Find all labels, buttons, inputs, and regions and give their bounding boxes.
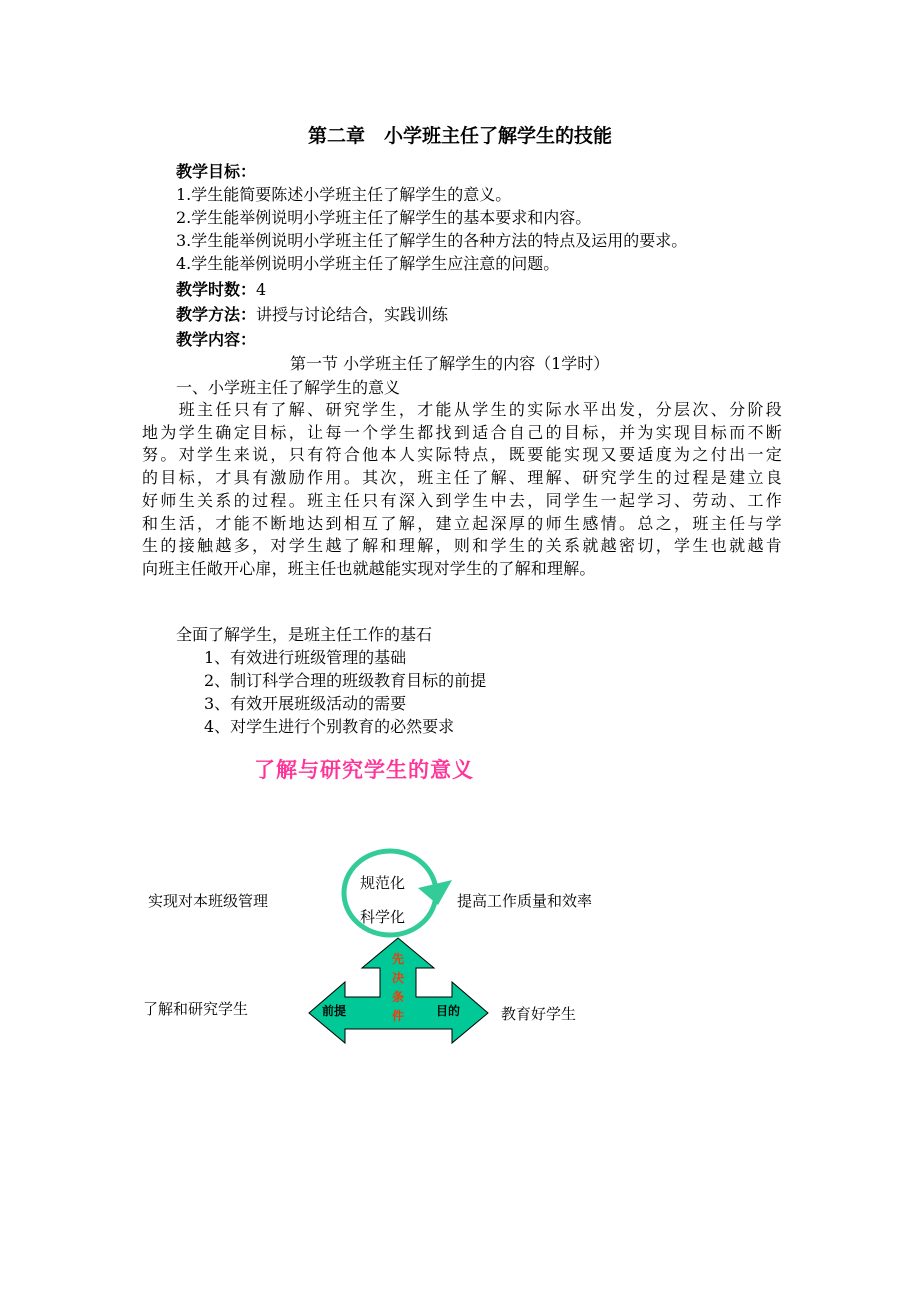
paragraph-line: 向班主任敞开心扉，班主任也就越能实现对学生的了解和理解。: [142, 558, 596, 578]
label-standardize: 规范化: [360, 874, 406, 892]
goals-label: 教学目标：: [176, 162, 257, 181]
label-efficiency: 提高工作质量和效率: [457, 892, 593, 910]
label-educate-students: 教育好学生: [501, 1005, 577, 1023]
prerequisite-char: 决: [391, 971, 404, 985]
paragraph-line: 努。对学生来说，只有符合他本人实际特点，既要能实现又要适度为之付出一定: [142, 445, 782, 465]
label-premise: 前提: [322, 1004, 347, 1018]
paragraph-line: 生的接触越多，对学生越了解和理解，则和学生的关系就越密切，学生也就越肯: [142, 536, 782, 556]
point-4: 4、对学生进行个别教育的必然要求: [204, 717, 455, 736]
paragraph-line: 地为学生确定目标，让每一个学生都找到适合自己的目标，并为实现目标而不断: [142, 422, 782, 442]
prerequisite-char: 件: [391, 1009, 404, 1023]
goal-2: 2.学生能举例说明小学班主任了解学生的基本要求和内容。: [176, 208, 592, 227]
paragraph-line: 的目标，才具有激励作用。其次，班主任了解、理解、研究学生的过程是建立良: [142, 468, 782, 488]
content-label: 教学内容：: [176, 330, 257, 349]
prerequisite-char: 条: [391, 990, 404, 1004]
goal-4: 4.学生能举例说明小学班主任了解学生应注意的问题。: [176, 254, 560, 273]
paragraph-line: 和生活，才能不断地达到相互了解，建立起深厚的师生感情。总之，班主任与学: [142, 513, 782, 533]
label-prerequisite: [389, 950, 407, 1026]
diagram-title: 了解与研究学生的意义: [254, 758, 474, 782]
goal-3: 3.学生能举例说明小学班主任了解学生的各种方法的特点及运用的要求。: [176, 231, 688, 250]
goal-1: 1.学生能简要陈述小学班主任了解学生的意义。: [176, 185, 512, 204]
subheading-1: 一、小学班主任了解学生的意义: [176, 378, 401, 397]
chapter-title: 第二章 小学班主任了解学生的技能: [307, 125, 612, 147]
label-scientific: 科学化: [360, 908, 406, 926]
point-2: 2、制订科学合理的班级教育目标的前提: [204, 671, 487, 690]
label-goal: 目的: [436, 1004, 461, 1018]
point-3: 3、有效开展班级活动的需要: [204, 694, 407, 713]
paragraph-line: 好师生关系的过程。班主任只有深入到学生中去，同学生一起学习、劳动、工作: [142, 490, 782, 510]
point-1: 1、有效进行班级管理的基础: [204, 648, 407, 667]
basis-line: 全面了解学生，是班主任工作的基石: [176, 625, 433, 644]
label-class-management: 实现对本班级管理: [148, 892, 269, 910]
prerequisite-char: 先: [391, 952, 404, 966]
hours-label: 教学时数：: [176, 280, 257, 299]
method-label: 教学方法：: [176, 305, 257, 324]
section-heading: 第一节 小学班主任了解学生的内容（1学时）: [290, 354, 610, 373]
paragraph-line: 班主任只有了解、研究学生，才能从学生的实际水平出发，分层次、分阶段: [142, 400, 782, 419]
hours-value: 4: [256, 280, 267, 299]
method-value: 讲授与讨论结合，实践训练: [256, 305, 449, 324]
label-understand-students: 了解和研究学生: [143, 1000, 249, 1018]
